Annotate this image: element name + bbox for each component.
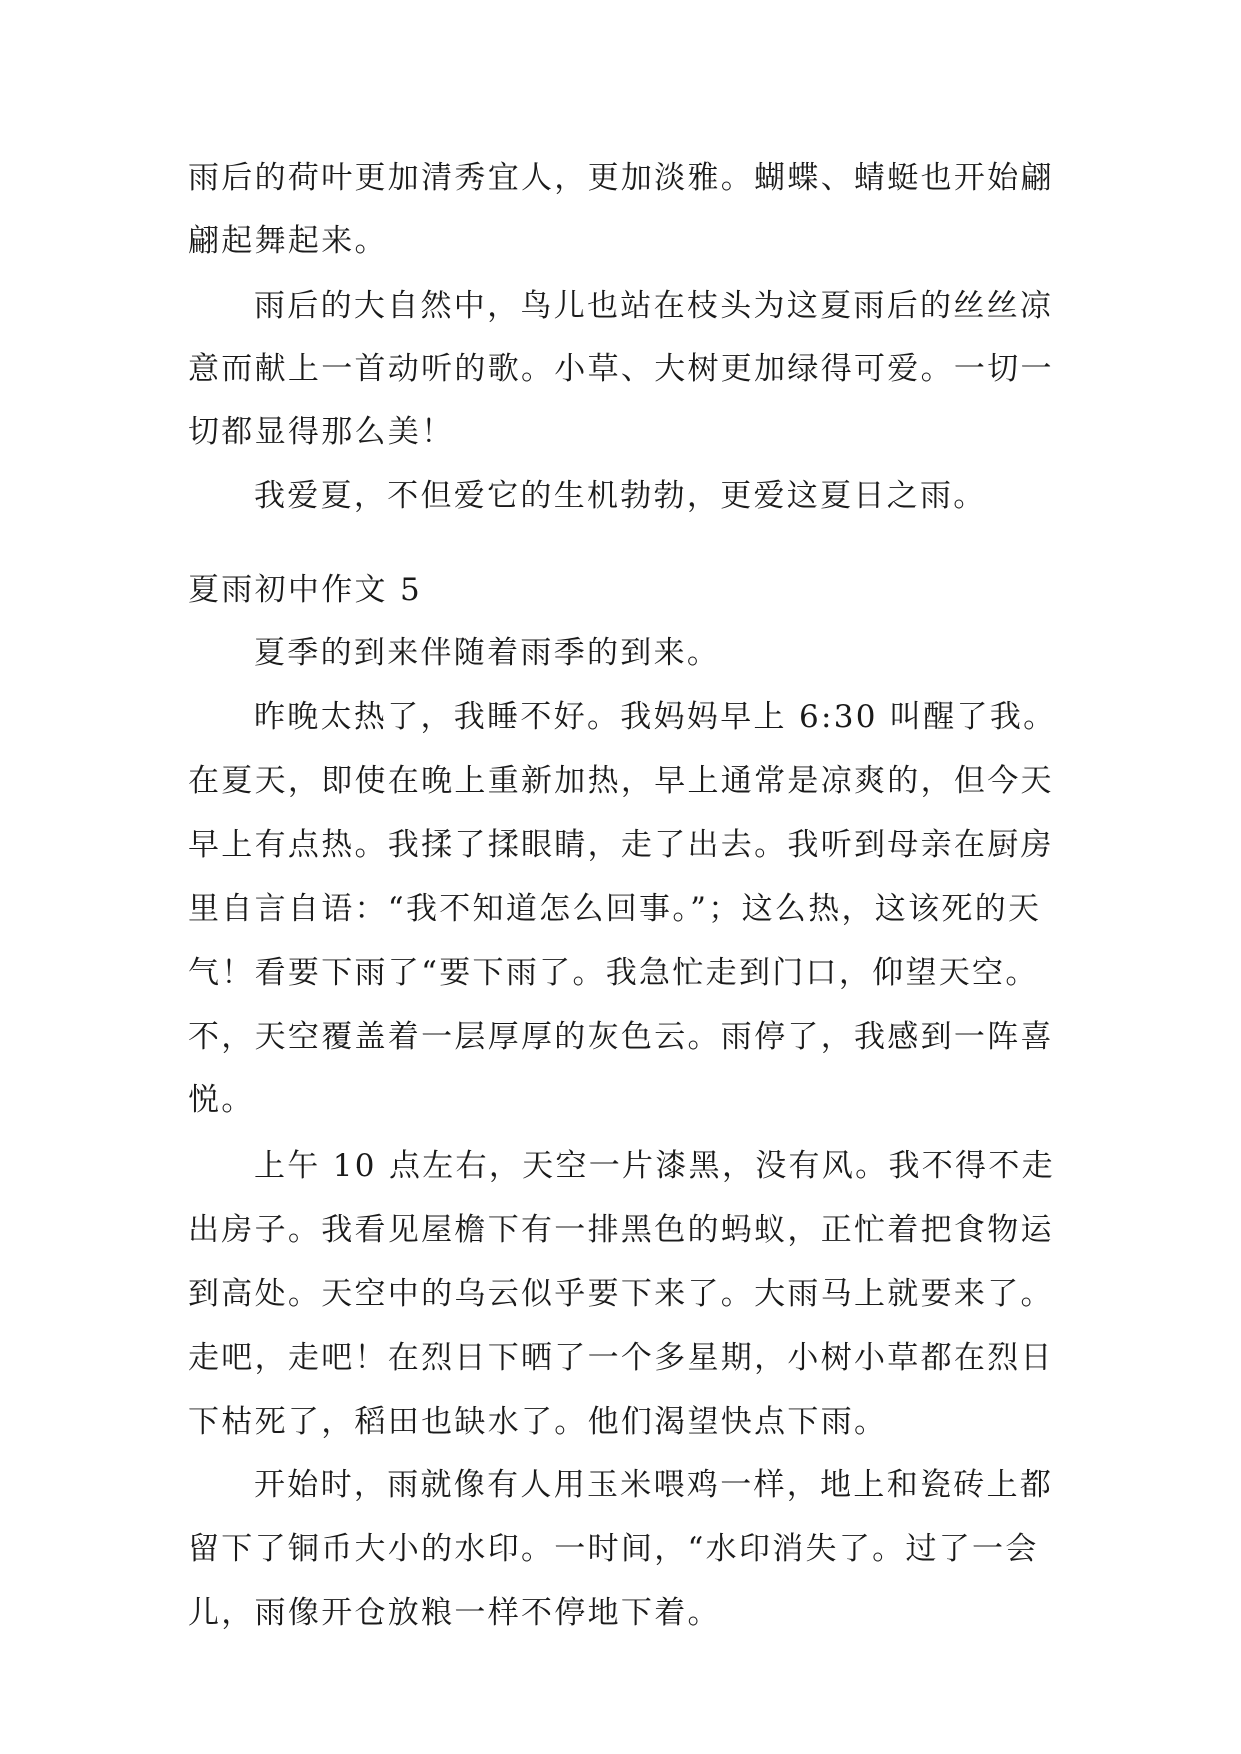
- text-line: 翩起舞起来。: [188, 223, 388, 259]
- text-line: 意而献上一首动听的歌。小草、大树更加绿得可爱。一切一: [188, 351, 1054, 387]
- text-line: 我爱夏，不但爱它的生机勃勃，更爱这夏日之雨。: [254, 478, 987, 514]
- text-line: 开始时，雨就像有人用玉米喂鸡一样，地上和瓷砖上都: [254, 1467, 1054, 1503]
- text-line: 气！看要下雨了“要下雨了。我急忙走到门口，仰望天空。: [188, 955, 1039, 991]
- text-line: 不，天空覆盖着一层厚厚的灰色云。雨停了，我感到一阵喜: [188, 1019, 1054, 1055]
- text-line: 走吧，走吧！在烈日下晒了一个多星期，小树小草都在烈日: [188, 1340, 1054, 1376]
- text-line: 雨后的大自然中，鸟儿也站在枝头为这夏雨后的丝丝凉: [254, 288, 1054, 324]
- text-line: 留下了铜币大小的水印。一时间，“水印消失了。过了一会: [188, 1531, 1039, 1567]
- text-line: 昨晚太热了，我睡不好。我妈妈早上 6:30 叫醒了我。: [254, 699, 1057, 735]
- section-heading: 夏雨初中作文 5: [188, 572, 422, 608]
- text-line: 悦。: [188, 1082, 255, 1118]
- text-line: 在夏天，即使在晚上重新加热，早上通常是凉爽的，但今天: [188, 763, 1054, 799]
- text-line: 下枯死了，稻田也缺水了。他们渴望快点下雨。: [188, 1404, 888, 1440]
- text-line: 上午 10 点左右，天空一片漆黑，没有风。我不得不走: [254, 1148, 1055, 1184]
- text-line: 雨后的荷叶更加清秀宜人，更加淡雅。蝴蝶、蜻蜓也开始翩: [188, 160, 1054, 196]
- text-line: 切都显得那么美！: [188, 414, 455, 450]
- text-line: 早上有点热。我揉了揉眼睛，走了出去。我听到母亲在厨房: [188, 827, 1054, 863]
- text-line: 夏季的到来伴随着雨季的到来。: [254, 635, 721, 671]
- text-line: 里自言自语：“我不知道怎么回事。”；这么热，这该死的天: [188, 891, 1042, 927]
- text-line: 儿，雨像开仓放粮一样不停地下着。: [188, 1595, 721, 1631]
- text-line: 出房子。我看见屋檐下有一排黑色的蚂蚁，正忙着把食物运: [188, 1212, 1054, 1248]
- text-line: 到高处。天空中的乌云似乎要下来了。大雨马上就要来了。: [188, 1276, 1054, 1312]
